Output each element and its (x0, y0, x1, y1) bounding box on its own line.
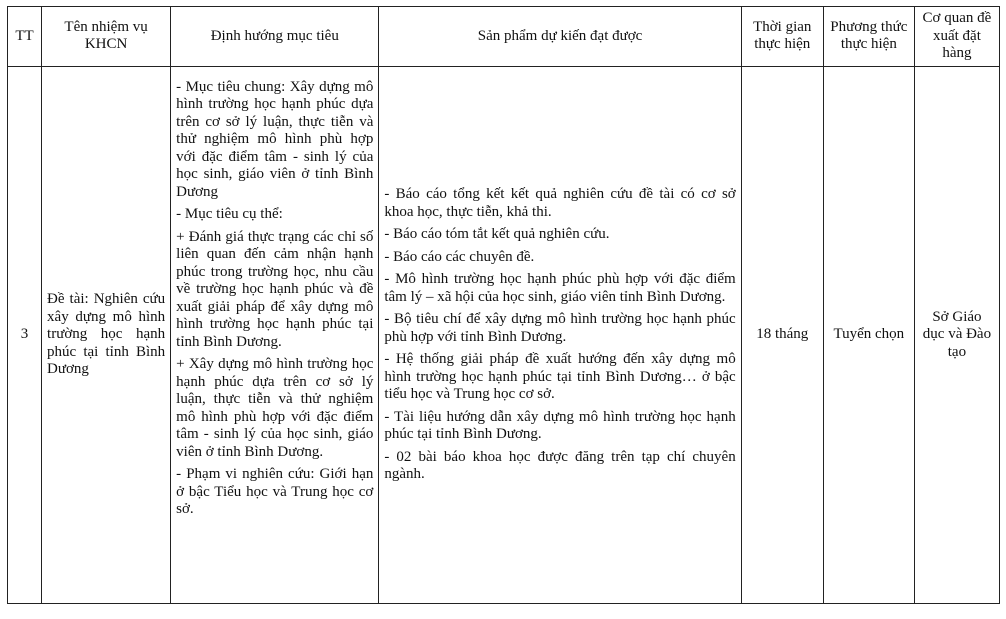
goal-paragraph: - Phạm vi nghiên cứu: Giới hạn ở bậc Tiểu học và Trung học cơ sở. (176, 466, 374, 517)
product-paragraph: - Mô hình trường học hạnh phúc phù hợp với đặc điểm tâm lý – xã hội của học sinh, giáo viên tỉnh Bình Dương. (384, 271, 736, 305)
cell-goals (171, 66, 379, 604)
header-tt: TT (8, 7, 42, 67)
product-paragraph: - Báo cáo các chuyên đề. (384, 248, 535, 265)
cell-products (379, 66, 741, 604)
table-row (8, 66, 1000, 604)
cell-tt: 3 (8, 66, 42, 604)
header-duration: Thời gian thực hiện (741, 7, 823, 67)
goal-paragraph: + Xây dựng mô hình trường học hạnh phúc dựa trên cơ sở lý luận, thực tiễn và thử nghiệm mô hình phù hợp với đặc điểm tâm - sinh lý của học sinh, giáo viên ở tỉnh Bình Dương. (176, 356, 374, 460)
goal-paragraph: + Đánh giá thực trạng các chỉ số liên quan đến cảm nhận hạnh phúc trong trường học, nhu cầu về trường học hạnh phúc và đề xuất giải pháp để xây dựng mô hình trường học hạnh phúc tại tỉnh Bình Dương. (176, 228, 374, 350)
task-table (7, 6, 1000, 604)
product-paragraph: - Báo cáo tóm tắt kết quả nghiên cứu. (384, 226, 610, 242)
product-paragraph: - Bộ tiêu chí để xây dựng mô hình trường học hạnh phúc phù hợp với tỉnh Bình Dương. (384, 311, 736, 345)
table-header-row (8, 7, 1000, 67)
header-proposing-agency: Cơ quan đề xuất đặt hàng (914, 7, 999, 67)
header-task-name: Tên nhiệm vụ KHCN (42, 7, 171, 67)
product-paragraph: - Hệ thống giải pháp đề xuất hướng đến xây dựng mô hình trường học hạnh phúc tại tỉnh Bình Dương… ở bậc tiểu học và Trung học cơ sở. (384, 351, 736, 402)
product-paragraph: - Báo cáo tổng kết kết quả nghiên cứu đề tài có cơ sở khoa học, thực tiễn, khả thi. (384, 186, 736, 220)
cell-duration: 18 tháng (741, 66, 823, 604)
product-paragraph: - Tài liệu hướng dẫn xây dựng mô hình trường học hạnh phúc tại tỉnh Bình Dương. (384, 408, 736, 442)
cell-method: Tuyển chọn (823, 66, 914, 604)
header-method: Phương thức thực hiện (823, 7, 914, 67)
header-goal-direction: Định hướng mục tiêu (171, 7, 379, 67)
cell-proposing-agency: Sở Giáo dục và Đào tạo (914, 66, 999, 604)
product-paragraph: - 02 bài báo khoa học được đăng trên tạp chí chuyên ngành. (384, 448, 736, 482)
cell-task-name: Đề tài: Nghiên cứu xây dựng mô hình trường học hạnh phúc tại tỉnh Bình Dương (42, 66, 171, 604)
goal-paragraph: - Mục tiêu chung: Xây dựng mô hình trường học hạnh phúc dựa trên cơ sở lý luận, thực tiễn và thử nghiệm mô hình phù hợp với đặc điểm tâm - sinh lý của học sinh, giáo viên ở tỉnh Bình Dương (176, 78, 374, 200)
goal-paragraph: - Mục tiêu cụ thể: (176, 206, 283, 222)
header-expected-products: Sản phẩm dự kiến đạt được (379, 7, 741, 67)
